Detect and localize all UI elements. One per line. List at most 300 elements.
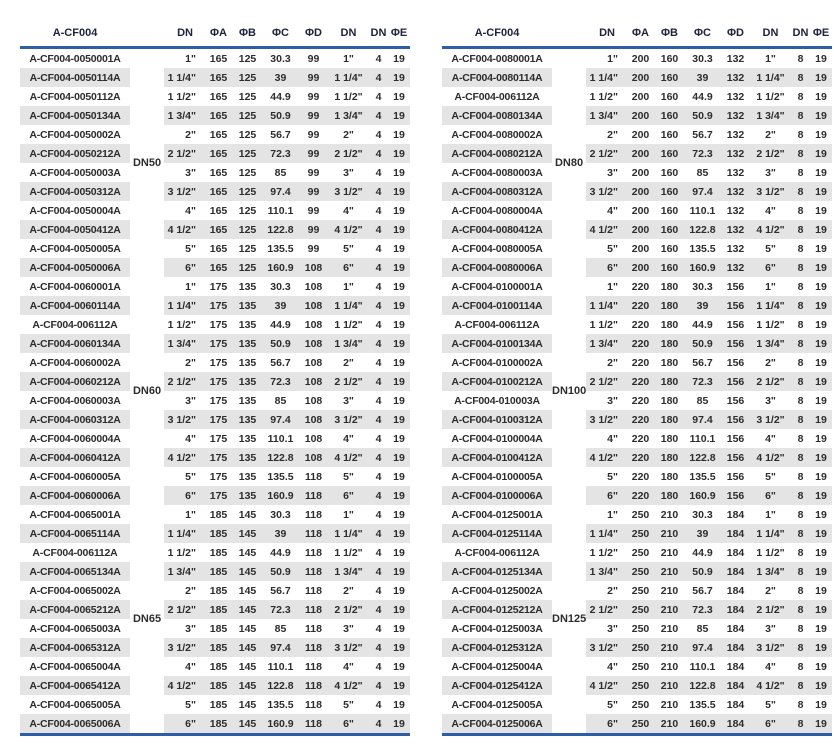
phi-c-cell: 85 — [696, 394, 709, 407]
phi-a-cell: 175 — [204, 486, 233, 505]
table-row — [442, 239, 832, 258]
phi-a-cell: 175 — [204, 372, 233, 391]
dn-size-cell: 1 3/4" — [750, 334, 791, 353]
phi-c-cell: 160.9 — [684, 258, 721, 277]
phi-c-cell: 56.7 — [270, 356, 291, 369]
part-number-cell: A-CF004-0080001A — [451, 52, 543, 65]
phi-d-cell: 108 — [299, 296, 328, 315]
phi-c-cell: 122.8 — [684, 676, 721, 695]
part-number-cell: A-CF004-0080004A — [451, 204, 543, 217]
dn-size-cell: 4" — [765, 660, 776, 673]
phi-a-cell: 250 — [626, 524, 655, 543]
table-row — [442, 638, 832, 657]
dn-size-cell: 1 1/2" — [756, 90, 785, 103]
part-number-cell: A-CF004-010003A — [454, 394, 540, 407]
part-number-cell: A-CF004-0125001A — [451, 508, 543, 521]
part-number-cell: A-CF004-0125006A — [442, 714, 552, 735]
phi-c-cell: 85 — [274, 166, 287, 179]
dn-count-cell: 8 — [791, 562, 810, 581]
table-row — [20, 163, 410, 182]
dn-count-cell: 4 — [375, 660, 382, 673]
phi-a-cell: 165 — [209, 128, 228, 141]
dn-count-cell: 8 — [797, 584, 804, 597]
phi-a-cell: 220 — [631, 318, 650, 331]
phi-e-cell: 19 — [393, 698, 405, 711]
part-number-cell: A-CF004-0100005A — [451, 470, 543, 483]
phi-b-cell: 180 — [655, 410, 684, 429]
dn-size-cell: 1 1/2" — [756, 318, 785, 331]
phi-c-cell: 39 — [262, 524, 299, 543]
phi-a-cell: 185 — [204, 524, 233, 543]
phi-e-cell: 19 — [388, 372, 410, 391]
phi-a-cell: 165 — [204, 144, 233, 163]
dn-size-cell: 5" — [765, 698, 776, 711]
phi-b-column-header: ΦB — [655, 24, 684, 48]
phi-c-cell: 39 — [684, 524, 721, 543]
phi-e-cell: 19 — [815, 584, 827, 597]
phi-a-cell: 220 — [631, 356, 650, 369]
phi-e-cell: 19 — [815, 280, 827, 293]
phi-d-cell: 118 — [305, 584, 322, 597]
dn-count-cell: 8 — [791, 486, 810, 505]
size-cell: 1 1/4" — [164, 296, 204, 315]
phi-c-cell: 122.8 — [684, 220, 721, 239]
size-cell: 2" — [607, 356, 618, 369]
phi-b-cell: 125 — [233, 68, 262, 87]
dn-size-cell: 3" — [765, 622, 776, 635]
dn-size-cell: 2" — [765, 128, 776, 141]
dn-count-cell: 8 — [797, 166, 804, 179]
phi-b-cell: 135 — [238, 470, 257, 483]
phi-a-cell: 220 — [626, 296, 655, 315]
phi-b-cell: 180 — [660, 432, 679, 445]
dn-size-cell: 1 1/2" — [334, 90, 363, 103]
part-number-cell: A-CF004-0065114A — [20, 524, 130, 543]
dn-group-label: DN80 — [552, 48, 586, 278]
size-cell: 4" — [607, 432, 618, 445]
dn-count-cell: 4 — [369, 334, 388, 353]
dn-count-cell: 8 — [791, 448, 810, 467]
part-number-cell: A-CF004-006112A — [454, 90, 540, 103]
size-cell: 3 1/2" — [586, 410, 626, 429]
phi-d-cell: 184 — [721, 562, 750, 581]
phi-b-cell: 180 — [655, 448, 684, 467]
size-cell: 3 1/2" — [586, 182, 626, 201]
dn-size-cell: 3 1/2" — [750, 638, 791, 657]
phi-e-cell: 19 — [388, 258, 410, 277]
table-row — [442, 182, 832, 201]
phi-c-cell: 44.9 — [692, 318, 713, 331]
dn-count-cell: 4 — [375, 394, 382, 407]
size-cell: 1 1/4" — [164, 524, 204, 543]
size-cell: 1" — [607, 52, 618, 65]
part-number-cell: A-CF004-0100002A — [451, 356, 543, 369]
table-row — [20, 372, 410, 391]
phi-c-cell: 44.9 — [692, 90, 713, 103]
size-cell: 5" — [185, 470, 196, 483]
part-number-cell: A-CF004-0080212A — [442, 144, 552, 163]
size-cell: 6" — [586, 486, 626, 505]
table-row — [20, 391, 410, 410]
part-number-cell: A-CF004-0060134A — [20, 334, 130, 353]
dn-size-cell: 1 1/4" — [328, 68, 369, 87]
table-row — [20, 106, 410, 125]
dn-count-cell: 4 — [369, 714, 388, 735]
phi-b-cell: 135 — [238, 394, 257, 407]
phi-b-cell: 145 — [233, 676, 262, 695]
table-row — [442, 372, 832, 391]
part-number-cell: A-CF004-0050004A — [29, 204, 121, 217]
dn-count-cell: 8 — [797, 432, 804, 445]
dn-count-cell: 4 — [369, 600, 388, 619]
phi-c-cell: 122.8 — [262, 448, 299, 467]
dn-count-cell: 4 — [369, 296, 388, 315]
phi-d-cell: 132 — [726, 242, 745, 255]
dn-count-cell: 4 — [375, 584, 382, 597]
phi-d-cell: 108 — [304, 432, 323, 445]
size-cell: 6" — [164, 258, 204, 277]
phi-b-cell: 160 — [655, 258, 684, 277]
size-cell: 1 3/4" — [586, 106, 626, 125]
size-cell: 1" — [185, 280, 196, 293]
table-row — [20, 467, 410, 486]
phi-c-cell: 30.3 — [692, 508, 713, 521]
dn-count-cell: 8 — [797, 470, 804, 483]
phi-a-cell: 200 — [631, 90, 650, 103]
phi-e-cell: 19 — [388, 220, 410, 239]
size-cell: 4 1/2" — [586, 676, 626, 695]
dn-count-cell: 4 — [375, 698, 382, 711]
phi-c-cell: 160.9 — [262, 714, 299, 735]
dn-size-cell: 2" — [765, 356, 776, 369]
dn-group-label: DN50 — [130, 48, 164, 278]
table-row — [442, 543, 832, 562]
size-cell: 1 1/4" — [164, 68, 204, 87]
phi-b-cell: 180 — [660, 394, 679, 407]
phi-b-cell: 125 — [238, 90, 257, 103]
phi-c-cell: 97.4 — [262, 410, 299, 429]
phi-a-cell: 165 — [209, 52, 228, 65]
phi-b-cell: 160 — [660, 128, 679, 141]
phi-e-cell: 19 — [810, 220, 832, 239]
phi-d-cell: 184 — [721, 638, 750, 657]
size-cell: 1 3/4" — [586, 334, 626, 353]
phi-a-cell: 175 — [209, 356, 228, 369]
phi-b-cell: 125 — [238, 52, 257, 65]
part-number-cell: A-CF004-0080003A — [451, 166, 543, 179]
part-number-cell: A-CF004-0065001A — [29, 508, 121, 521]
phi-e-cell: 19 — [815, 660, 827, 673]
part-number-cell: A-CF004-0100114A — [442, 296, 552, 315]
phi-e-cell: 19 — [393, 318, 405, 331]
phi-e-cell: 19 — [393, 204, 405, 217]
size-cell: 5" — [607, 242, 618, 255]
size-cell: 4" — [185, 204, 196, 217]
phi-c-cell: 56.7 — [692, 584, 713, 597]
table-row — [20, 258, 410, 277]
phi-a-cell: 220 — [631, 280, 650, 293]
phi-d-cell: 108 — [299, 410, 328, 429]
phi-b-cell: 160 — [660, 204, 679, 217]
dn-count-cell: 8 — [791, 296, 810, 315]
phi-d-cell: 108 — [304, 394, 323, 407]
phi-d-cell: 156 — [721, 296, 750, 315]
size-cell: 1 1/2" — [167, 546, 196, 559]
part-number-cell: A-CF004-0080134A — [442, 106, 552, 125]
phi-e-cell: 19 — [388, 714, 410, 735]
dn-count-cell: 8 — [791, 524, 810, 543]
phi-c-cell: 50.9 — [684, 106, 721, 125]
phi-a-column-header: ΦA — [626, 24, 655, 48]
phi-a-cell: 165 — [204, 106, 233, 125]
phi-b-cell: 145 — [238, 622, 257, 635]
size-cell: 4 1/2" — [164, 448, 204, 467]
table-row — [20, 695, 410, 714]
phi-b-cell: 210 — [660, 584, 679, 597]
size-cell: 4 1/2" — [164, 220, 204, 239]
part-number-cell: A-CF004-0050112A — [29, 90, 121, 103]
dn-count-cell: 4 — [369, 410, 388, 429]
dn-count-cell: 8 — [791, 68, 810, 87]
table-row — [20, 239, 410, 258]
dn-size-cell: 6" — [328, 714, 369, 735]
phi-a-cell: 165 — [209, 90, 228, 103]
size-cell: 1 1/4" — [586, 296, 626, 315]
dn-size-cell: 4 1/2" — [328, 448, 369, 467]
dn-size-cell: 2" — [343, 128, 354, 141]
size-cell: 2" — [185, 128, 196, 141]
phi-b-cell: 145 — [238, 546, 257, 559]
phi-a-cell: 175 — [209, 432, 228, 445]
size-cell: 1 1/2" — [589, 90, 618, 103]
table-row — [442, 676, 832, 695]
dn-count-cell: 8 — [797, 318, 804, 331]
dn-count-cell: 4 — [375, 204, 382, 217]
phi-b-cell: 210 — [655, 562, 684, 581]
phi-e-cell: 19 — [393, 622, 405, 635]
phi-e-cell: 19 — [810, 258, 832, 277]
dn-count-cell: 8 — [791, 714, 810, 735]
phi-c-cell: 122.8 — [262, 220, 299, 239]
phi-d-cell: 156 — [726, 280, 745, 293]
dn-size-cell: 1 1/2" — [334, 318, 363, 331]
dn-count-cell: 8 — [791, 600, 810, 619]
phi-a-cell: 175 — [204, 448, 233, 467]
phi-b-cell: 160 — [660, 166, 679, 179]
dn-count-cell: 4 — [375, 242, 382, 255]
dn-size-cell: 1" — [343, 52, 354, 65]
phi-b-cell: 135 — [238, 356, 257, 369]
phi-d-cell: 118 — [305, 546, 322, 559]
part-number-cell: A-CF004-0065134A — [20, 562, 130, 581]
phi-c-cell: 50.9 — [684, 334, 721, 353]
part-number-cell: A-CF004-006112A — [454, 318, 540, 331]
phi-e-cell: 19 — [815, 356, 827, 369]
phi-b-cell: 160 — [660, 90, 679, 103]
phi-d-cell: 99 — [307, 90, 320, 103]
table-row — [442, 714, 832, 735]
dn-size-cell: 5" — [343, 470, 354, 483]
dn-size-cell: 1 1/2" — [334, 546, 363, 559]
phi-c-cell: 85 — [274, 394, 287, 407]
dn-size-cell: 1 1/4" — [750, 68, 791, 87]
phi-a-cell: 220 — [631, 394, 650, 407]
phi-b-cell: 135 — [238, 318, 257, 331]
phi-c-cell: 72.3 — [684, 600, 721, 619]
table-row — [442, 144, 832, 163]
dn-size-cell: 2" — [343, 356, 354, 369]
phi-a-cell: 250 — [626, 676, 655, 695]
table-row — [20, 486, 410, 505]
dn-count-cell: 8 — [791, 182, 810, 201]
table-row — [442, 353, 832, 372]
size-cell: 1 1/2" — [167, 90, 196, 103]
dn-count-cell: 4 — [375, 622, 382, 635]
dn-size-cell: 1 1/4" — [750, 524, 791, 543]
phi-d-cell: 99 — [307, 52, 320, 65]
phi-a-cell: 250 — [631, 660, 650, 673]
size-cell: 3" — [607, 166, 618, 179]
table-row — [20, 562, 410, 581]
phi-e-cell: 19 — [815, 470, 827, 483]
phi-a-cell: 220 — [626, 372, 655, 391]
part-number-column-header: A-CF004 — [20, 24, 130, 48]
size-cell: 1 1/2" — [167, 318, 196, 331]
phi-c-cell: 135.5 — [689, 470, 716, 483]
phi-d-cell: 156 — [726, 470, 745, 483]
phi-c-cell: 97.4 — [262, 638, 299, 657]
phi-e-column-header: ΦE — [810, 24, 832, 48]
phi-d-cell: 184 — [726, 546, 745, 559]
phi-c-cell: 56.7 — [270, 584, 291, 597]
size-cell: 3" — [607, 394, 618, 407]
phi-b-cell: 210 — [660, 622, 679, 635]
phi-d-cell: 99 — [299, 220, 328, 239]
part-number-cell: A-CF004-0065212A — [20, 600, 130, 619]
dn-size-column-header: DN — [328, 24, 369, 48]
phi-a-cell: 250 — [626, 600, 655, 619]
phi-d-cell: 156 — [726, 394, 745, 407]
phi-a-cell: 175 — [209, 318, 228, 331]
table-row — [20, 714, 410, 735]
part-number-cell: A-CF004-0125134A — [442, 562, 552, 581]
phi-b-cell: 145 — [233, 524, 262, 543]
phi-d-cell: 108 — [299, 372, 328, 391]
phi-e-cell: 19 — [815, 698, 827, 711]
phi-a-cell: 185 — [209, 584, 228, 597]
phi-d-cell: 132 — [721, 106, 750, 125]
table-row — [442, 581, 832, 600]
dn-count-cell: 8 — [791, 106, 810, 125]
table-row — [20, 87, 410, 106]
dn-count-cell: 8 — [797, 242, 804, 255]
size-cell: 4" — [607, 660, 618, 673]
phi-c-cell: 110.1 — [689, 204, 716, 217]
part-number-cell: A-CF004-0125212A — [442, 600, 552, 619]
phi-e-cell: 19 — [815, 52, 827, 65]
part-number-cell: A-CF004-006112A — [32, 546, 118, 559]
phi-e-cell: 19 — [810, 372, 832, 391]
phi-e-column-header: ΦE — [388, 24, 410, 48]
size-cell: 1 1/2" — [589, 546, 618, 559]
phi-d-cell: 132 — [726, 52, 745, 65]
phi-a-cell: 185 — [209, 546, 228, 559]
dn-size-cell: 2 1/2" — [750, 144, 791, 163]
phi-c-cell: 72.3 — [262, 600, 299, 619]
table-row — [20, 353, 410, 372]
phi-e-cell: 19 — [388, 562, 410, 581]
phi-d-cell: 184 — [726, 622, 745, 635]
phi-b-cell: 125 — [238, 204, 257, 217]
part-number-cell: A-CF004-0080006A — [442, 258, 552, 277]
phi-b-cell: 180 — [655, 296, 684, 315]
phi-c-cell: 160.9 — [262, 486, 299, 505]
dn-size-cell: 4" — [343, 660, 354, 673]
phi-c-cell: 56.7 — [270, 128, 291, 141]
phi-e-cell: 19 — [388, 296, 410, 315]
phi-e-cell: 19 — [815, 242, 827, 255]
dn-size-cell: 5" — [765, 470, 776, 483]
dn-size-cell: 5" — [765, 242, 776, 255]
dn-count-cell: 4 — [369, 182, 388, 201]
phi-a-cell: 200 — [631, 242, 650, 255]
table-row — [20, 315, 410, 334]
phi-d-cell: 132 — [726, 166, 745, 179]
size-cell: 3" — [607, 622, 618, 635]
spec-table-dn50-dn65 — [20, 24, 410, 736]
dn-count-cell: 8 — [797, 394, 804, 407]
dn-count-cell: 8 — [791, 638, 810, 657]
dn-count-column-header: DN — [791, 24, 810, 48]
size-cell: 6" — [164, 714, 204, 735]
phi-e-cell: 19 — [810, 334, 832, 353]
dn-count-cell: 4 — [375, 128, 382, 141]
phi-d-cell: 132 — [721, 220, 750, 239]
dn-size-cell: 2 1/2" — [328, 372, 369, 391]
dn-count-cell: 4 — [369, 638, 388, 657]
dn-group-label: DN65 — [130, 505, 164, 735]
part-number-cell: A-CF004-0065004A — [29, 660, 121, 673]
phi-c-cell: 85 — [696, 622, 709, 635]
dn-size-cell: 1 3/4" — [328, 562, 369, 581]
phi-e-cell: 19 — [810, 410, 832, 429]
table-row — [20, 410, 410, 429]
table-row — [442, 391, 832, 410]
part-number-cell: A-CF004-0060412A — [20, 448, 130, 467]
phi-d-cell: 118 — [305, 660, 322, 673]
phi-e-cell: 19 — [810, 296, 832, 315]
phi-a-cell: 200 — [631, 52, 650, 65]
part-number-cell: A-CF004-0125312A — [442, 638, 552, 657]
dn-size-cell: 1" — [343, 280, 354, 293]
phi-a-cell: 185 — [204, 600, 233, 619]
dn-size-cell: 5" — [343, 698, 354, 711]
phi-d-cell: 132 — [721, 68, 750, 87]
phi-d-cell: 99 — [299, 68, 328, 87]
dn-count-cell: 8 — [791, 258, 810, 277]
dn-count-cell: 8 — [791, 676, 810, 695]
table-row — [442, 277, 832, 296]
table-row — [442, 448, 832, 467]
phi-c-cell: 30.3 — [270, 52, 291, 65]
size-cell: 6" — [586, 714, 626, 735]
dn-size-cell: 4" — [765, 432, 776, 445]
table-row — [442, 315, 832, 334]
phi-e-cell: 19 — [393, 128, 405, 141]
table-row — [442, 695, 832, 714]
phi-b-cell: 160 — [655, 144, 684, 163]
phi-e-cell: 19 — [388, 182, 410, 201]
